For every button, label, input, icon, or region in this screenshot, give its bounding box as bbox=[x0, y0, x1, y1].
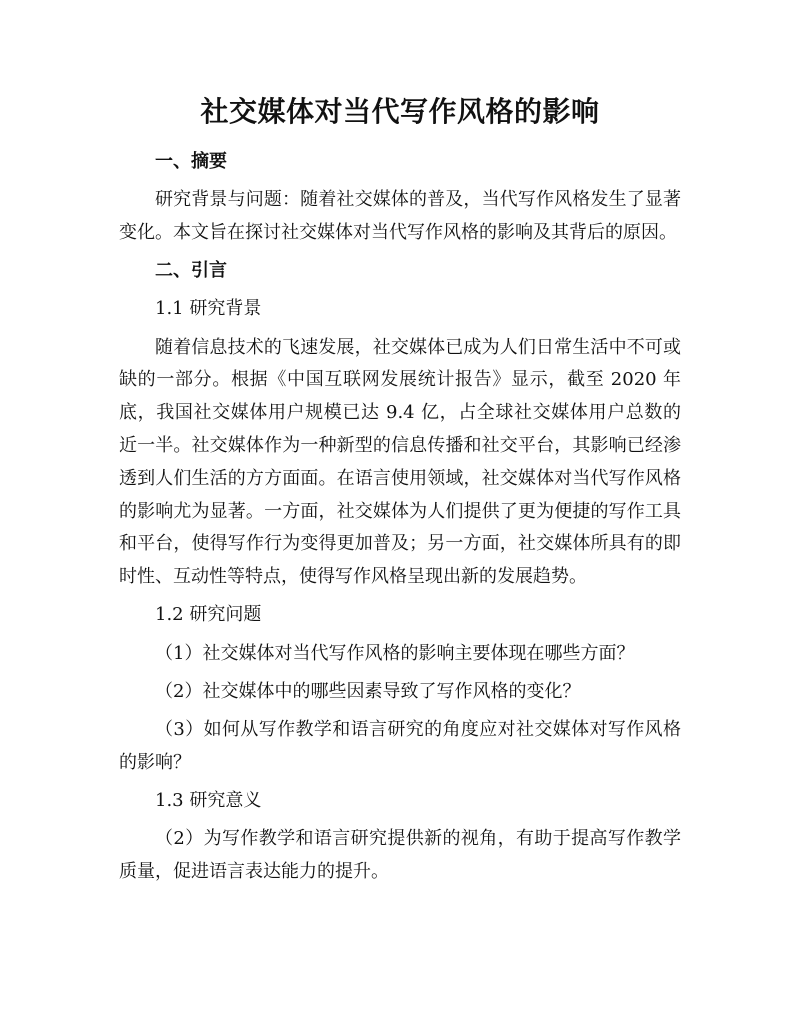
significance-heading: 1.3 研究意义 bbox=[155, 789, 262, 811]
question-item-1: （1）社交媒体对当代写作风格的影响主要体现在哪些方面？ bbox=[155, 642, 635, 664]
background-paragraph: 随着信息技术的飞速发展，社交媒体已成为人们日常生活中不可或缺的一部分。根据《中国互联网发展统计报告》显示，截至 2020 年底，我国社交媒体用户规模已达 9.4 亿，占全球社交媒体用户总数的近一半。社交媒体作为一种新型的信息传播和社交平台，其影响已经渗透到人们生活的方方面面。在语言使用领域，社交媒体对当代写作风格的影响尤为显著。一方面，社交媒体为人们提供了更为便捷的写作工具和平台，使得写作行为变得更加普及；另一方面，社交媒体所具有的即时性、互动性等特点，使得写作风格呈现出新的发展趋势。 bbox=[119, 336, 681, 588]
abstract-paragraph: 研究背景与问题：随着社交媒体的普及，当代写作风格发生了显著变化。本文旨在探讨社交媒体对当代写作风格的影响及其背后的原因。 bbox=[119, 189, 681, 243]
question-item-3: （3）如何从写作教学和语言研究的角度应对社交媒体对写作风格的影响？ bbox=[119, 718, 681, 773]
abstract-heading: 一、摘要 bbox=[155, 151, 227, 172]
questions-heading: 1.2 研究问题 bbox=[155, 604, 262, 626]
significance-paragraph: （2）为写作教学和语言研究提供新的视角，有助于提高写作教学质量，促进语言表达能力的提升。 bbox=[119, 828, 681, 882]
document-title: 社交媒体对当代写作风格的影响 bbox=[200, 95, 600, 128]
question-item-2: （2）社交媒体中的哪些因素导致了写作风格的变化？ bbox=[155, 680, 581, 702]
document-body bbox=[119, 146, 681, 894]
introduction-heading: 二、引言 bbox=[155, 260, 227, 282]
background-heading: 1.1 研究背景 bbox=[155, 298, 262, 320]
